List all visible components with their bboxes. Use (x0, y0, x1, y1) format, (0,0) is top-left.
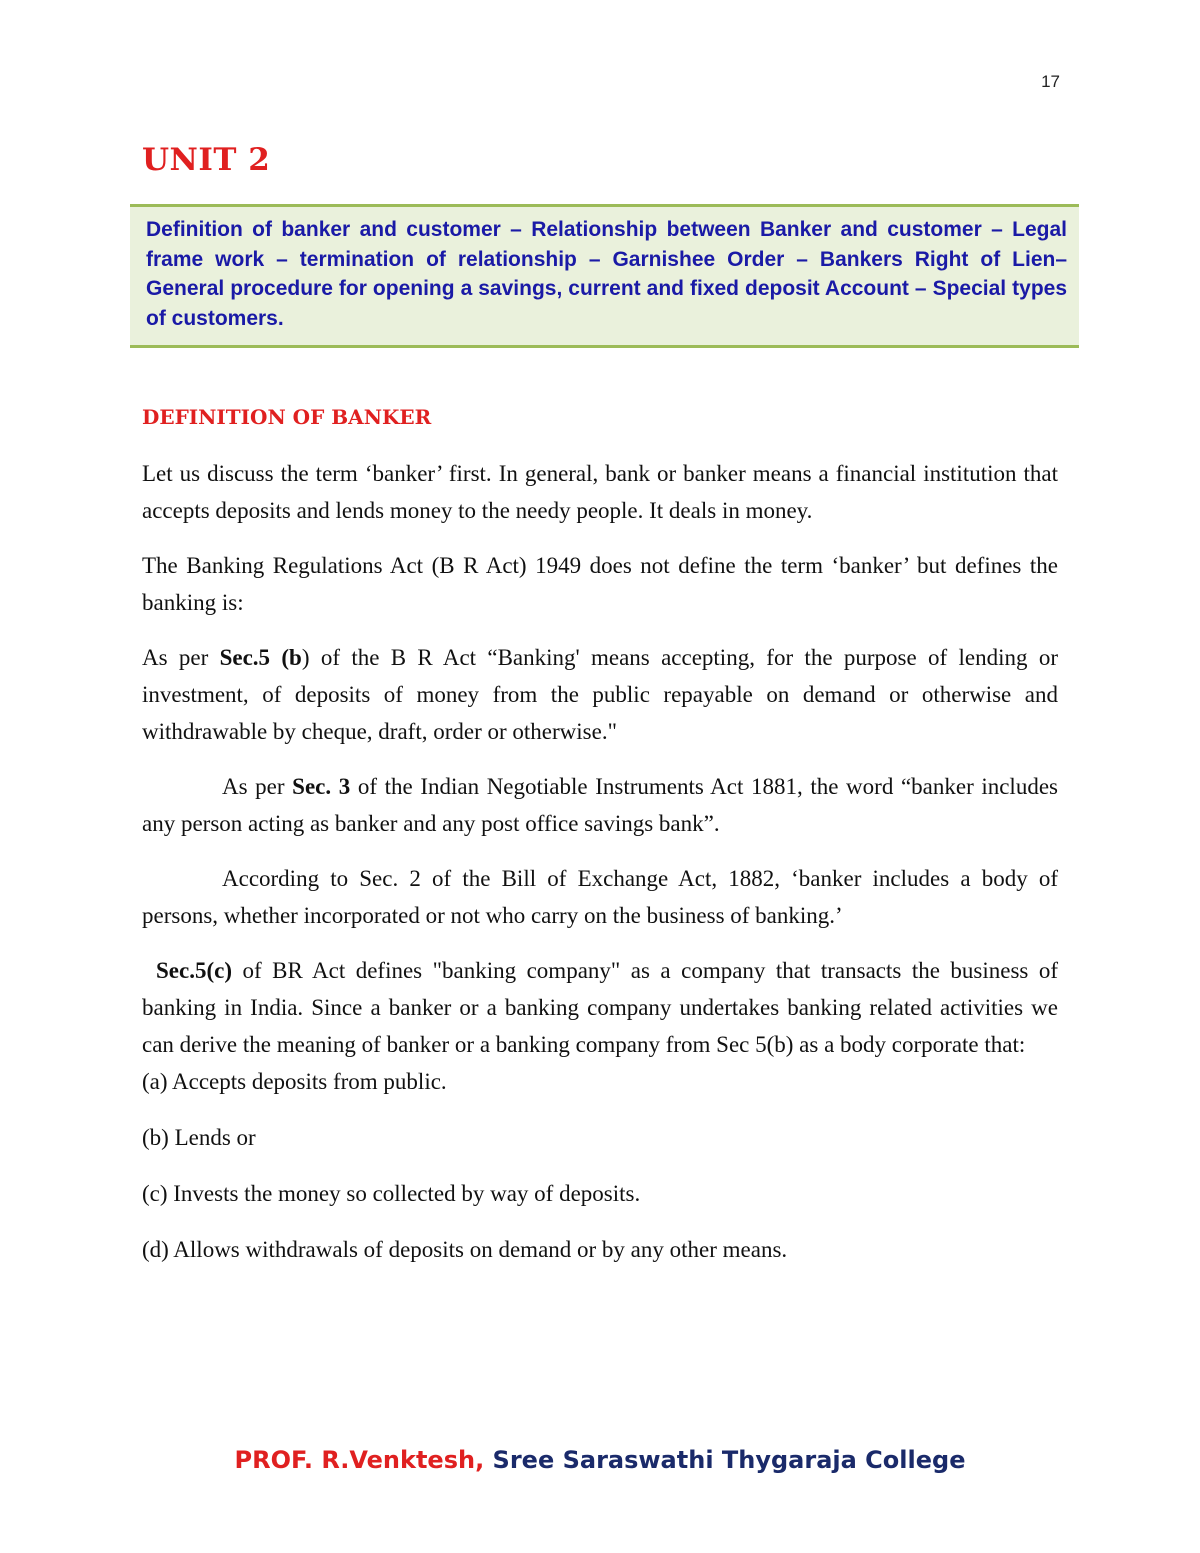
list-item: (c) Invests the money so collected by way of deposits. (142, 1181, 641, 1206)
footer-college: Sree Saraswathi Thygaraja College (484, 1446, 966, 1474)
sec3-reference: Sec. 3 (292, 774, 351, 799)
main-content (142, 405, 1058, 1287)
paragraph-sec3-post: of the Indian Negotiable Instruments Act 1881, the word “banker includes any person acting as banker and any post office savings bank”. (142, 774, 1058, 836)
syllabus-box (130, 204, 1079, 348)
page-number: 17 (1041, 72, 1060, 91)
sec5c-reference: Sec.5(c) (156, 958, 232, 983)
list-item: (d) Allows withdrawals of deposits on demand or by any other means. (142, 1237, 788, 1262)
paragraph-intro: Let us discuss the term ‘banker’ first. In general, bank or banker means a financial institution that accepts deposits and lends money to the needy people. It deals in money. (142, 461, 1058, 523)
paragraph-br-act: The Banking Regulations Act (B R Act) 1949 does not define the term ‘banker’ but defines the banking is: (142, 553, 1058, 615)
list-item: (b) Lends or (142, 1125, 256, 1150)
sec5b-reference: Sec.5 (b (219, 645, 302, 670)
paragraph-sec5b (142, 639, 1058, 750)
paragraph-bill-of-exchange: According to Sec. 2 of the Bill of Exchange Act, 1882, ‘banker includes a body of persons, whether incorporated or not who carry on the business of banking.’ (142, 866, 1058, 928)
paragraph-sec3 (142, 768, 1058, 842)
syllabus-text: Definition of banker and customer – Relationship between Banker and customer – Legal frame work – termination of relationship – Garnishee Order – Bankers Right of Lien– General procedure for opening a savings, current and fixed deposit Account – Special types of customers. (146, 218, 1067, 330)
unit-title: UNIT 2 (142, 142, 271, 178)
paragraph-sec5b-pre: As per (142, 645, 220, 670)
list-item: (a) Accepts deposits from public. (142, 1069, 447, 1094)
paragraph-sec5c (142, 952, 1058, 1063)
footer-author: PROF. R.Venktesh, (234, 1446, 485, 1474)
section-heading: DEFINITION OF BANKER (142, 405, 432, 429)
page-footer (0, 1446, 1200, 1474)
paragraph-sec5b-post: ) of the B R Act “Banking' means accepting, for the purpose of lending or investment, of deposits of money from the public repayable on demand or otherwise and withdrawable by cheque, draft, order or otherwise." (142, 645, 1058, 744)
paragraph-sec5c-post: of BR Act defines "banking company" as a company that transacts the business of banking in India. Since a banker or a banking company undertakes banking related activities we can derive the meaning of banker or a banking company from Sec 5(b) as a body corporate that: (142, 958, 1058, 1057)
paragraph-sec3-pre: As per (222, 774, 293, 799)
